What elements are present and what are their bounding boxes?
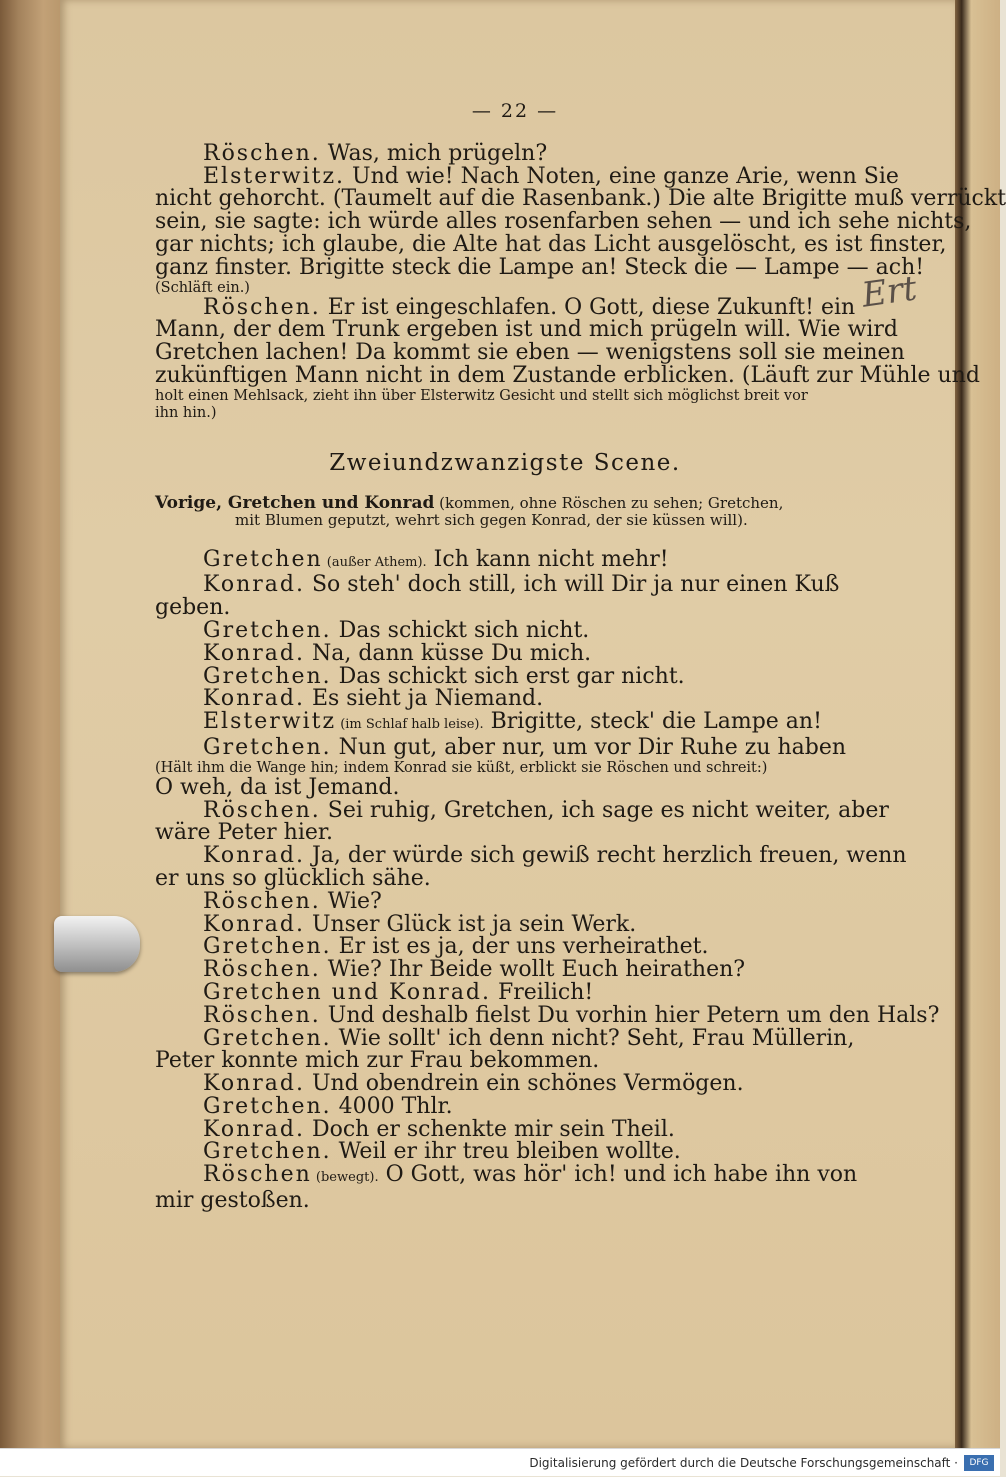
speaker-name: Konrad. bbox=[203, 572, 305, 598]
speaker-name: Röschen. bbox=[203, 1002, 321, 1028]
text-line bbox=[155, 822, 855, 845]
line-text: zukünftigen Mann nicht in dem Zustande erblicken. (Läuft zur Mühle und bbox=[155, 362, 980, 388]
text-line bbox=[155, 959, 855, 982]
text-line bbox=[155, 405, 855, 422]
text-line bbox=[155, 979, 855, 1005]
text-line bbox=[155, 546, 855, 575]
cast-names: Vorige, Gretchen und Konrad bbox=[155, 492, 435, 513]
text-line bbox=[155, 888, 855, 914]
cast-direction-1: (kommen, ohne Röschen zu sehen; Gretchen, bbox=[434, 493, 784, 512]
speaker-name: Elsterwitz. bbox=[203, 163, 346, 189]
text-line bbox=[155, 254, 925, 280]
speaker-name: Konrad. bbox=[203, 911, 305, 937]
speaker-name: Röschen. bbox=[203, 294, 321, 320]
line-text: (Hält ihm die Wange hin; indem Konrad sie küßt, erblickt sie Röschen und schreit:) bbox=[155, 759, 768, 776]
text-line bbox=[155, 865, 855, 891]
line-text: nicht gehorcht. (Taumelt auf die Rasenbank.) Die alte Brigitte muß verrückt bbox=[155, 186, 1006, 212]
speaker-name: Konrad. bbox=[203, 640, 305, 666]
line-text: So steh' doch still, ich will Dir ja nur einen Kuß bbox=[304, 572, 840, 598]
text-line bbox=[155, 317, 898, 343]
text-line bbox=[155, 843, 907, 869]
text-line bbox=[155, 663, 855, 689]
cast-direction-2: mit Blumen geputzt, wehrt sich gegen Konrad, der sie küssen will). bbox=[235, 510, 748, 529]
line-text: Mann, der dem Trunk ergeben ist und mich prügeln will. Wie wird bbox=[155, 317, 898, 343]
line-text: Wie sollt' ich denn nicht? Seht, Frau Müllerin, bbox=[331, 1025, 855, 1051]
speaker-name: Gretchen. bbox=[203, 934, 332, 960]
speaker-name: Konrad. bbox=[203, 843, 305, 869]
marginal-note: Ert bbox=[859, 268, 920, 316]
stage-direction: (im Schlaf halb leise). bbox=[336, 717, 484, 733]
text-line bbox=[155, 1162, 858, 1190]
text-line bbox=[155, 388, 855, 405]
cast-line-1 bbox=[155, 492, 855, 513]
speaker-name: Röschen. bbox=[203, 140, 321, 166]
line-text: Was, mich prügeln? bbox=[320, 140, 548, 166]
text-line bbox=[155, 1190, 855, 1213]
text-line bbox=[155, 617, 855, 643]
line-text: (Schläft ein.) bbox=[155, 279, 250, 296]
text-line bbox=[155, 163, 899, 189]
footer-text: Digitalisierung gefördert durch die Deutsche Forschungsgemeinschaft · bbox=[529, 1456, 958, 1470]
line-text: sein, sie sagte: ich würde alles rosenfarben sehen — und ich sehe nichts, bbox=[155, 209, 972, 235]
speaker-name: Röschen. bbox=[203, 957, 321, 983]
speaker-name: Gretchen. bbox=[203, 1139, 332, 1165]
text-line bbox=[155, 186, 1006, 212]
speaker-name: Röschen. bbox=[203, 797, 321, 823]
line-text: Ja, der würde sich gewiß recht herzlich freuen, wenn bbox=[304, 843, 907, 869]
stage-direction: (bewegt). bbox=[311, 1170, 379, 1186]
text-line bbox=[155, 1141, 855, 1164]
text-line bbox=[155, 1025, 855, 1051]
line-text: Das schickt sich nicht. bbox=[331, 617, 590, 643]
cast-list bbox=[155, 492, 855, 529]
text-line bbox=[155, 340, 905, 366]
text-line bbox=[155, 1002, 940, 1028]
line-text: ganz finster. Brigitte steck die Lampe an! Steck die — Lampe — ach! bbox=[155, 254, 925, 280]
text-line bbox=[155, 936, 855, 959]
line-text: Nun gut, aber nur, um vor Dir Ruhe zu haben bbox=[331, 734, 847, 760]
speaker-name: Röschen bbox=[203, 1162, 312, 1188]
text-line bbox=[155, 774, 855, 800]
speaker-name: Gretchen. bbox=[203, 1093, 332, 1119]
text-line bbox=[155, 362, 980, 388]
text-line bbox=[155, 1116, 855, 1142]
speaker-name: Konrad. bbox=[203, 1116, 305, 1142]
line-text: Doch er schenkte mir sein Theil. bbox=[304, 1116, 675, 1142]
line-text: Und obendrein ein schönes Vermögen. bbox=[304, 1071, 744, 1097]
line-text: Es sieht ja Niemand. bbox=[304, 686, 544, 712]
speaker-name: Gretchen bbox=[203, 546, 323, 572]
line-text: Wie? bbox=[320, 888, 382, 914]
text-line bbox=[155, 231, 947, 257]
page-number: — 22 — bbox=[471, 100, 559, 122]
line-text: ihn hin.) bbox=[155, 404, 217, 421]
book-left-edge bbox=[0, 0, 62, 1448]
text-line bbox=[155, 797, 889, 823]
footer-bar bbox=[0, 1448, 1000, 1476]
text-line bbox=[155, 209, 972, 235]
speaker-name: Gretchen. bbox=[203, 663, 332, 689]
line-text: gar nichts; ich glaube, die Alte hat das Licht ausgelöscht, es ist finster, bbox=[155, 231, 947, 257]
line-text: O weh, da ist Jemand. bbox=[155, 774, 400, 800]
text-line bbox=[155, 294, 856, 320]
line-text: Wie? Ihr Beide wollt Euch heirathen? bbox=[320, 957, 746, 983]
speaker-name: Gretchen. bbox=[203, 617, 332, 643]
line-text: mir gestoßen. bbox=[155, 1188, 310, 1214]
line-text: Unser Glück ist ja sein Werk. bbox=[304, 911, 637, 937]
text-line bbox=[155, 574, 855, 597]
speaker-name: Röschen. bbox=[203, 888, 321, 914]
text-line bbox=[155, 734, 855, 760]
speaker-name: Konrad. bbox=[203, 1071, 305, 1097]
line-text: Das schickt sich erst gar nicht. bbox=[331, 663, 685, 689]
line-text: O Gott, was hör' ich! und ich habe ihn von bbox=[378, 1162, 858, 1188]
line-text: Freilich! bbox=[491, 979, 594, 1005]
text-line bbox=[155, 140, 855, 166]
line-text: Er ist eingeschlafen. O Gott, diese Zukunft! ein bbox=[320, 294, 856, 320]
page-clip bbox=[54, 916, 140, 972]
speaker-name: Gretchen und Konrad. bbox=[203, 979, 492, 1005]
text-line bbox=[155, 597, 855, 620]
text-line bbox=[155, 1050, 855, 1073]
line-text: Er ist es ja, der uns verheirathet. bbox=[331, 934, 709, 960]
line-text: er uns so glücklich sähe. bbox=[155, 865, 431, 891]
line-text: 4000 Thlr. bbox=[331, 1093, 453, 1119]
dialogue-after-scene bbox=[155, 546, 940, 1214]
line-text: Sei ruhig, Gretchen, ich sage es nicht weiter, aber bbox=[320, 797, 889, 823]
line-text: Und wie! Nach Noten, eine ganze Arie, wenn Sie bbox=[345, 163, 899, 189]
line-text: holt einen Mehlsack, zieht ihn über Elsterwitz Gesicht und stellt sich möglichst breit vor bbox=[155, 387, 808, 404]
scene-title: Zweiundzwanzigste Scene. bbox=[329, 449, 681, 476]
text-line bbox=[155, 711, 855, 737]
line-text: Brigitte, steck' die Lampe an! bbox=[483, 709, 822, 735]
text-line bbox=[155, 911, 855, 937]
speaker-name: Gretchen. bbox=[203, 1025, 332, 1051]
text-line bbox=[155, 688, 855, 711]
line-text: Ich kann nicht mehr! bbox=[426, 546, 669, 572]
line-text: Peter konnte mich zur Frau bekommen. bbox=[155, 1048, 600, 1074]
speaker-name: Elsterwitz bbox=[203, 709, 337, 735]
speaker-name: Gretchen. bbox=[203, 734, 332, 760]
text-line bbox=[155, 640, 855, 666]
line-text: Weil er ihr treu bleiben wollte. bbox=[331, 1139, 681, 1165]
line-text: geben. bbox=[155, 595, 231, 621]
line-text: Und deshalb fielst Du vorhin hier Petern um den Hals? bbox=[320, 1002, 940, 1028]
speaker-name: Konrad. bbox=[203, 686, 305, 712]
dfg-logo: DFG bbox=[964, 1455, 994, 1471]
line-text: wäre Peter hier. bbox=[155, 820, 333, 846]
stage-direction: (außer Athem). bbox=[322, 554, 427, 570]
text-line bbox=[155, 1073, 855, 1096]
line-text: Gretchen lachen! Da kommt sie eben — wenigstens soll sie meinen bbox=[155, 340, 905, 366]
text-line bbox=[155, 1093, 855, 1119]
line-text: Na, dann küsse Du mich. bbox=[304, 640, 592, 666]
